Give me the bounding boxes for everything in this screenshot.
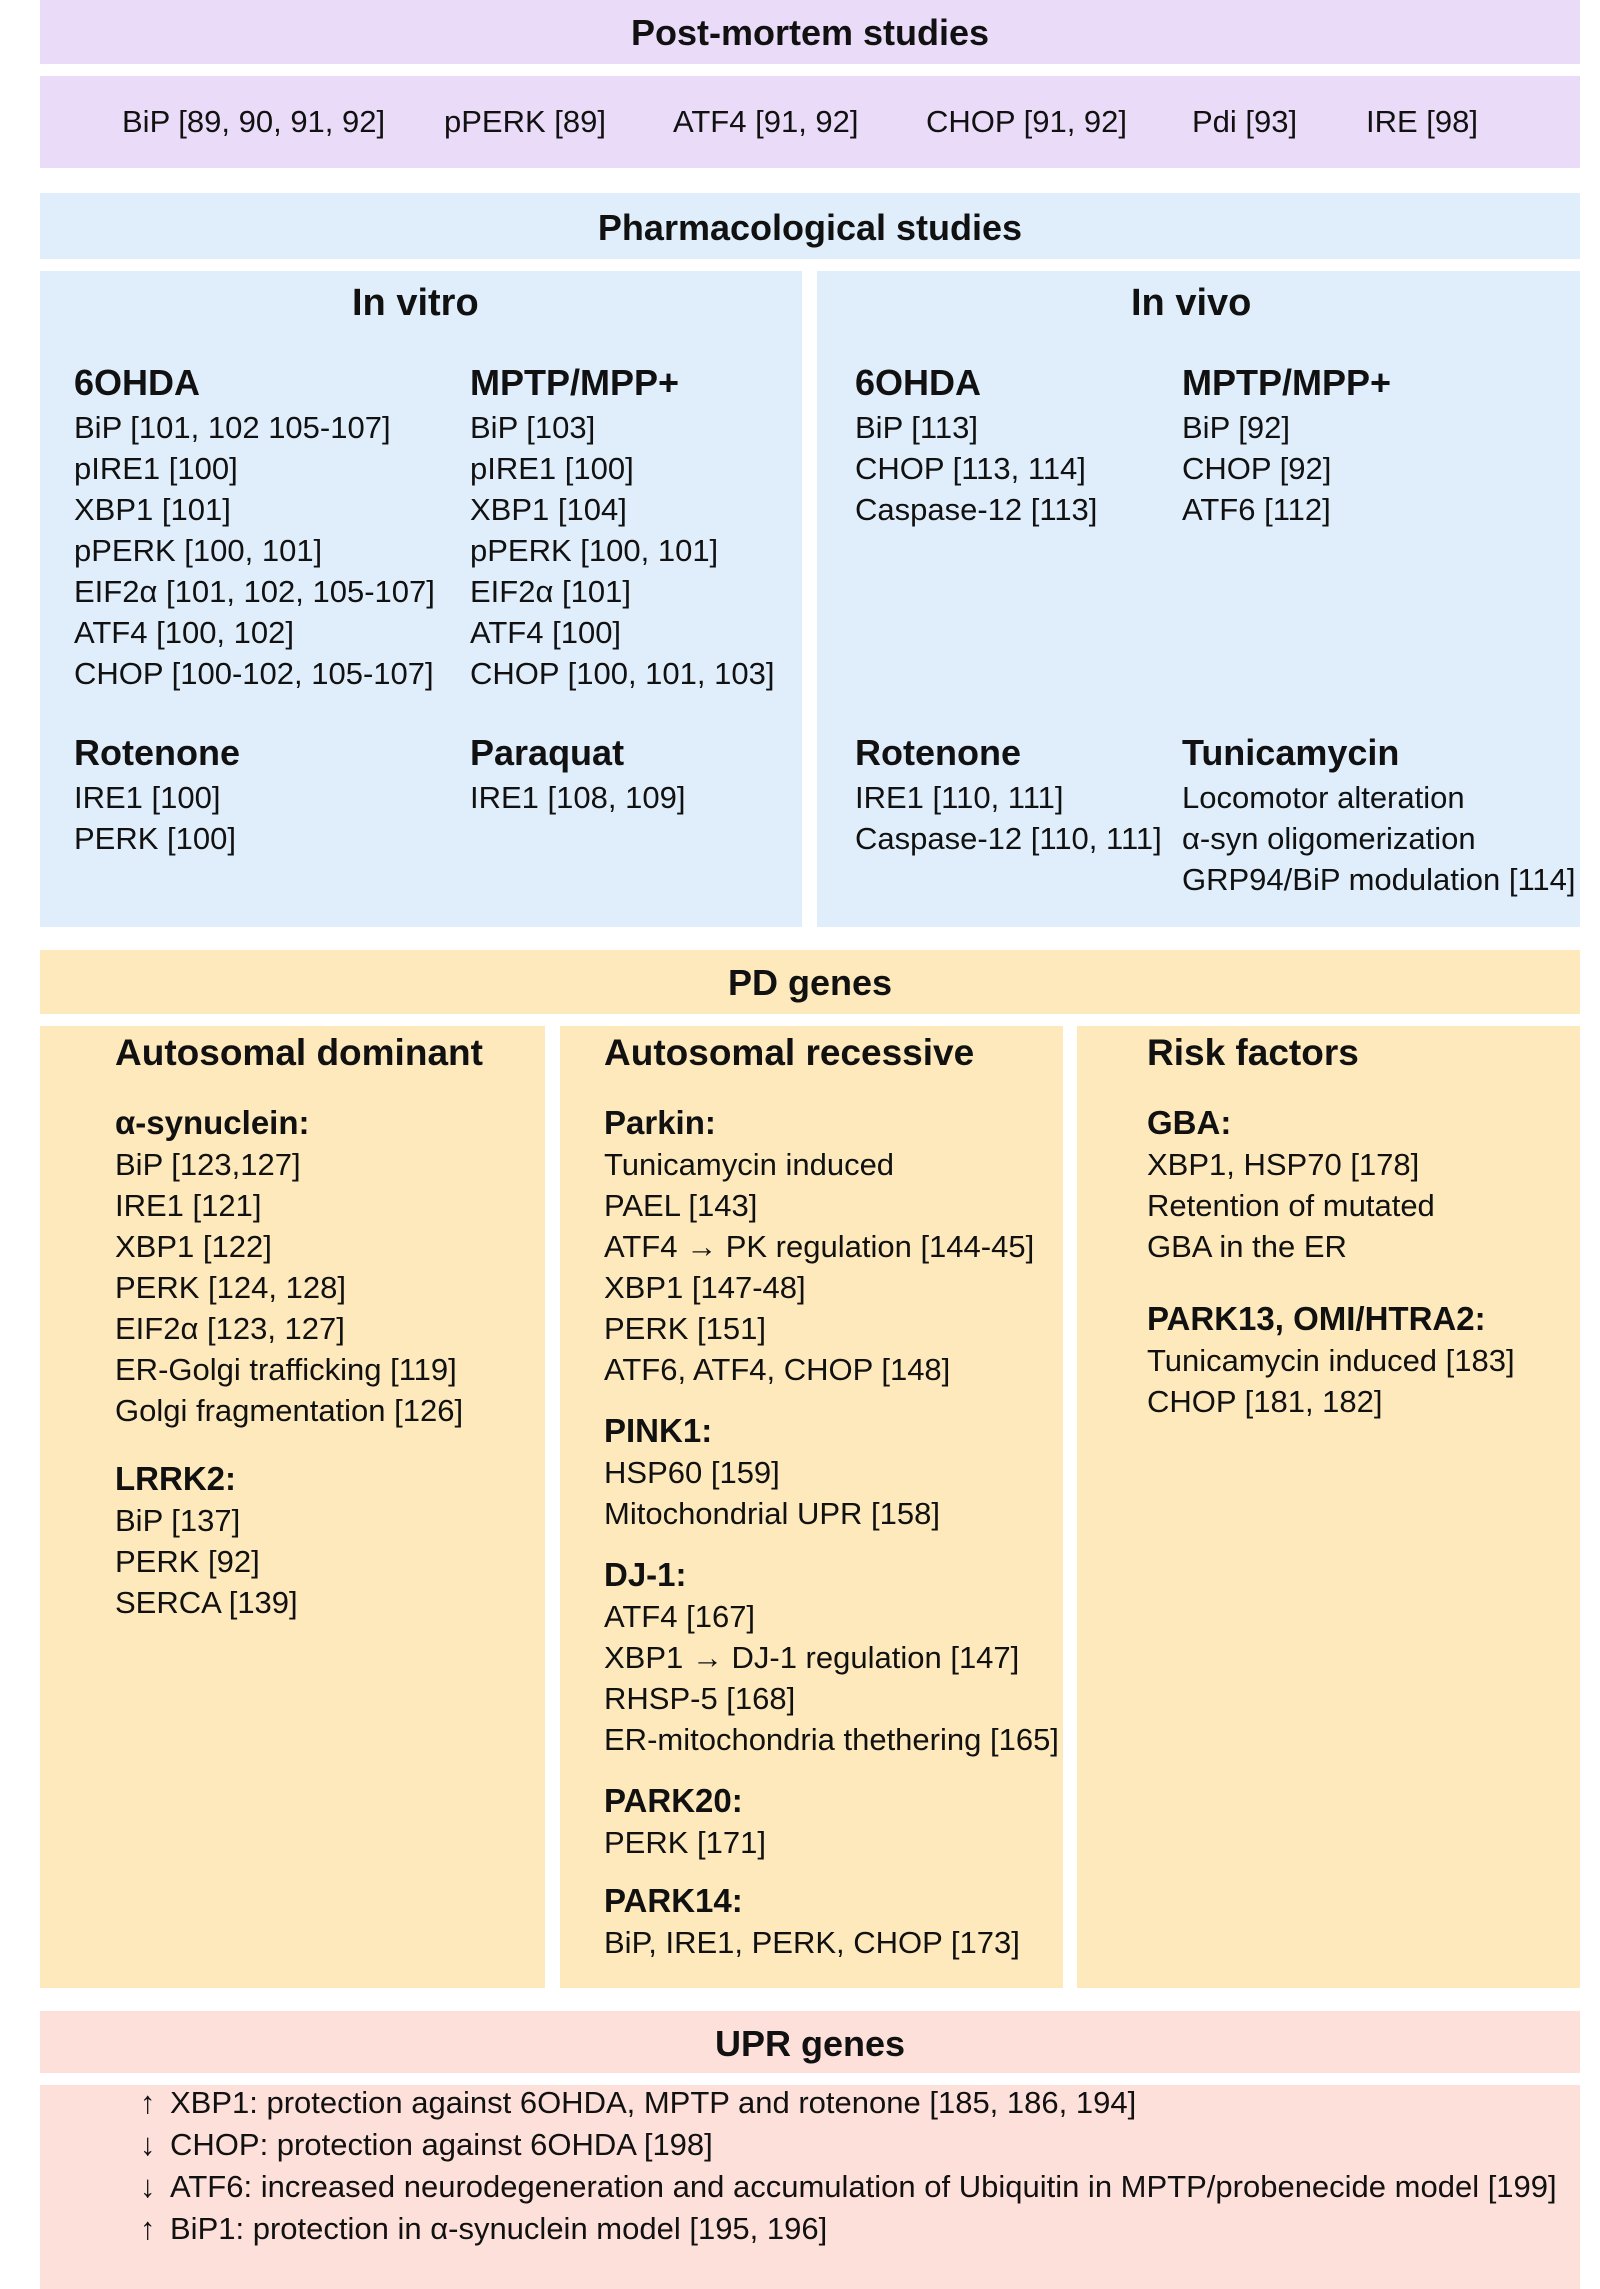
arrow-icon: ↓ xyxy=(140,2169,156,2204)
group-heading: GBA: xyxy=(1147,1104,1232,1141)
group-heading: PARK13, OMI/HTRA2: xyxy=(1147,1300,1486,1337)
group-heading: Rotenone xyxy=(74,732,240,773)
list-item: pPERK [100, 101] xyxy=(74,533,323,569)
list-item: ATF4 [100] xyxy=(470,615,622,651)
postmortem-items-panel xyxy=(40,76,1580,168)
list-item xyxy=(140,2208,1557,2250)
list-item: CHOP [181, 182] xyxy=(1147,1383,1383,1419)
group-heading: Paraquat xyxy=(470,732,625,773)
lrrk2-group xyxy=(115,1460,298,1623)
group-heading: PARK14: xyxy=(604,1882,743,1919)
upr-title: UPR genes xyxy=(714,2023,906,2064)
list-item: pIRE1 [100] xyxy=(74,451,238,487)
group-heading: Tunicamycin xyxy=(1182,732,1400,773)
invitro-rotenone-group xyxy=(74,732,240,859)
list-item: IRE1 [110, 111] xyxy=(855,780,1064,816)
list-item: XBP1 [104] xyxy=(470,492,627,528)
asyn-group xyxy=(115,1104,463,1431)
arrow-icon: ↑ xyxy=(140,2211,156,2246)
list-item: Golgi fragmentation [126] xyxy=(115,1392,464,1428)
list-item: PERK [92] xyxy=(115,1543,260,1579)
list-item: PERK [151] xyxy=(604,1310,766,1346)
list-item: ATF4 → PK regulation [144-45] xyxy=(604,1228,1035,1264)
group-heading: MPTP/MPP+ xyxy=(1182,362,1392,403)
list-item: PERK [100] xyxy=(74,821,236,857)
group-heading: PARK20: xyxy=(604,1782,743,1819)
postmortem-item: ATF4 [91, 92] xyxy=(673,104,859,139)
park14-group xyxy=(604,1882,1020,1963)
list-item: ER-Golgi trafficking [119] xyxy=(115,1351,457,1387)
list-item: HSP60 [159] xyxy=(604,1454,780,1490)
list-item: Locomotor alteration xyxy=(1182,780,1465,816)
list-item: PAEL [143] xyxy=(604,1187,758,1223)
group-heading: LRRK2: xyxy=(115,1460,236,1497)
risk-title: Risk factors xyxy=(1147,1032,1359,1073)
list-item: ATF4 [100, 102] xyxy=(74,615,294,651)
list-item: Tunicamycin induced xyxy=(604,1146,895,1182)
upr-item-text: XBP1: protection against 6OHDA, MPTP and rotenone [185, 186, 194] xyxy=(170,2085,1137,2120)
postmortem-item: BiP [89, 90, 91, 92] xyxy=(122,104,386,139)
list-item: pIRE1 [100] xyxy=(470,451,634,487)
list-item: GRP94/BiP modulation [114] xyxy=(1182,862,1576,898)
list-item: ATF6 [112] xyxy=(1182,492,1331,528)
list-item: Retention of mutated xyxy=(1147,1187,1435,1223)
list-item: XBP1 [101] xyxy=(74,492,231,528)
pdgenes-header xyxy=(40,950,1580,1014)
upr-header xyxy=(40,2011,1580,2073)
list-item: BiP [123,127] xyxy=(115,1146,301,1182)
list-item: EIF2α [101] xyxy=(470,574,631,610)
list-item xyxy=(140,2124,1557,2166)
upr-item-text: ATF6: increased neurodegeneration and accumulation of Ubiquitin in MPTP/probenecide model [199] xyxy=(170,2169,1557,2204)
park20-group xyxy=(604,1782,766,1863)
arrow-icon: ↓ xyxy=(140,2127,156,2162)
list-item: IRE1 [100] xyxy=(74,780,221,816)
group-heading: PINK1: xyxy=(604,1412,713,1449)
list-item: CHOP [92] xyxy=(1182,451,1332,487)
group-heading: DJ-1: xyxy=(604,1556,687,1593)
list-item: IRE1 [121] xyxy=(115,1187,262,1223)
pdgenes-title: PD genes xyxy=(727,962,893,1003)
list-item: PERK [171] xyxy=(604,1824,766,1860)
list-item: pPERK [100, 101] xyxy=(470,533,719,569)
postmortem-item: IRE [98] xyxy=(1366,104,1478,139)
list-item: ATF6, ATF4, CHOP [148] xyxy=(604,1351,951,1387)
list-item: RHSP-5 [168] xyxy=(604,1680,796,1716)
invitro-title: In vitro xyxy=(352,282,479,324)
group-heading: Rotenone xyxy=(855,732,1021,773)
list-item: α-syn oligomerization xyxy=(1182,821,1476,857)
list-item: Mitochondrial UPR [158] xyxy=(604,1495,940,1531)
arrow-icon: ↑ xyxy=(140,2085,156,2120)
upr-item-text: BiP1: protection in α-synuclein model [195, 196] xyxy=(170,2211,828,2246)
gba-group xyxy=(1147,1104,1435,1267)
list-item: BiP [137] xyxy=(115,1502,241,1538)
dj1-group xyxy=(604,1556,1059,1760)
invitro-mptp-group xyxy=(470,362,774,694)
invivo-title: In vivo xyxy=(1131,282,1252,324)
list-item: Tunicamycin induced [183] xyxy=(1147,1342,1515,1378)
list-item: CHOP [113, 114] xyxy=(855,451,1086,487)
group-heading: MPTP/MPP+ xyxy=(470,362,680,403)
list-item: PERK [124, 128] xyxy=(115,1269,346,1305)
list-item: BiP [92] xyxy=(1182,410,1291,446)
list-item: XBP1, HSP70 [178] xyxy=(1147,1146,1420,1182)
invivo-6ohda-group xyxy=(855,362,1097,530)
upr-list xyxy=(140,2082,1557,2250)
list-item: CHOP [100, 101, 103] xyxy=(470,656,775,692)
list-item: BiP [113] xyxy=(855,410,978,446)
list-item: EIF2α [101, 102, 105-107] xyxy=(74,574,435,610)
list-item: XBP1 [122] xyxy=(115,1228,272,1264)
invivo-mptp-group xyxy=(1182,362,1391,530)
list-item: SERCA [139] xyxy=(115,1584,298,1620)
group-heading: α-synuclein: xyxy=(115,1104,310,1141)
list-item: BiP [103] xyxy=(470,410,596,446)
list-item: ATF4 [167] xyxy=(604,1598,756,1634)
group-heading: 6OHDA xyxy=(74,362,201,403)
dominant-title: Autosomal dominant xyxy=(115,1032,483,1073)
list-item: BiP [101, 102 105-107] xyxy=(74,410,391,446)
list-item: BiP, IRE1, PERK, CHOP [173] xyxy=(604,1924,1020,1960)
list-item: GBA in the ER xyxy=(1147,1228,1347,1264)
pink1-group xyxy=(604,1412,940,1534)
invitro-paraquat-group xyxy=(470,732,685,818)
pharma-header xyxy=(40,193,1580,259)
list-item: ER-mitochondria thethering [165] xyxy=(604,1721,1059,1757)
list-item: XBP1 → DJ-1 regulation [147] xyxy=(604,1639,1020,1675)
list-item: EIF2α [123, 127] xyxy=(115,1310,345,1346)
group-heading: Parkin: xyxy=(604,1104,716,1141)
park13-group xyxy=(1147,1300,1515,1422)
list-item: XBP1 [147-48] xyxy=(604,1269,806,1305)
list-item xyxy=(140,2166,1557,2208)
list-item: Caspase-12 [113] xyxy=(855,492,1098,528)
recessive-title: Autosomal recessive xyxy=(604,1032,975,1073)
list-item xyxy=(140,2082,1557,2124)
invivo-tunicamycin-group xyxy=(1182,732,1575,900)
postmortem-item: Pdi [93] xyxy=(1192,104,1298,139)
postmortem-title: Post-mortem studies xyxy=(630,12,990,53)
invivo-rotenone-group xyxy=(855,732,1162,859)
invitro-6ohda-group xyxy=(74,362,435,694)
postmortem-item: CHOP [91, 92] xyxy=(926,104,1128,139)
group-heading: 6OHDA xyxy=(855,362,982,403)
upr-item-text: CHOP: protection against 6OHDA [198] xyxy=(170,2127,713,2162)
list-item: CHOP [100-102, 105-107] xyxy=(74,656,434,692)
postmortem-header xyxy=(40,0,1580,64)
list-item: Caspase-12 [110, 111] xyxy=(855,821,1162,857)
parkin-group xyxy=(604,1104,1034,1390)
list-item: IRE1 [108, 109] xyxy=(470,780,686,816)
postmortem-item: pPERK [89] xyxy=(444,104,606,139)
pharma-title: Pharmacological studies xyxy=(597,207,1023,248)
